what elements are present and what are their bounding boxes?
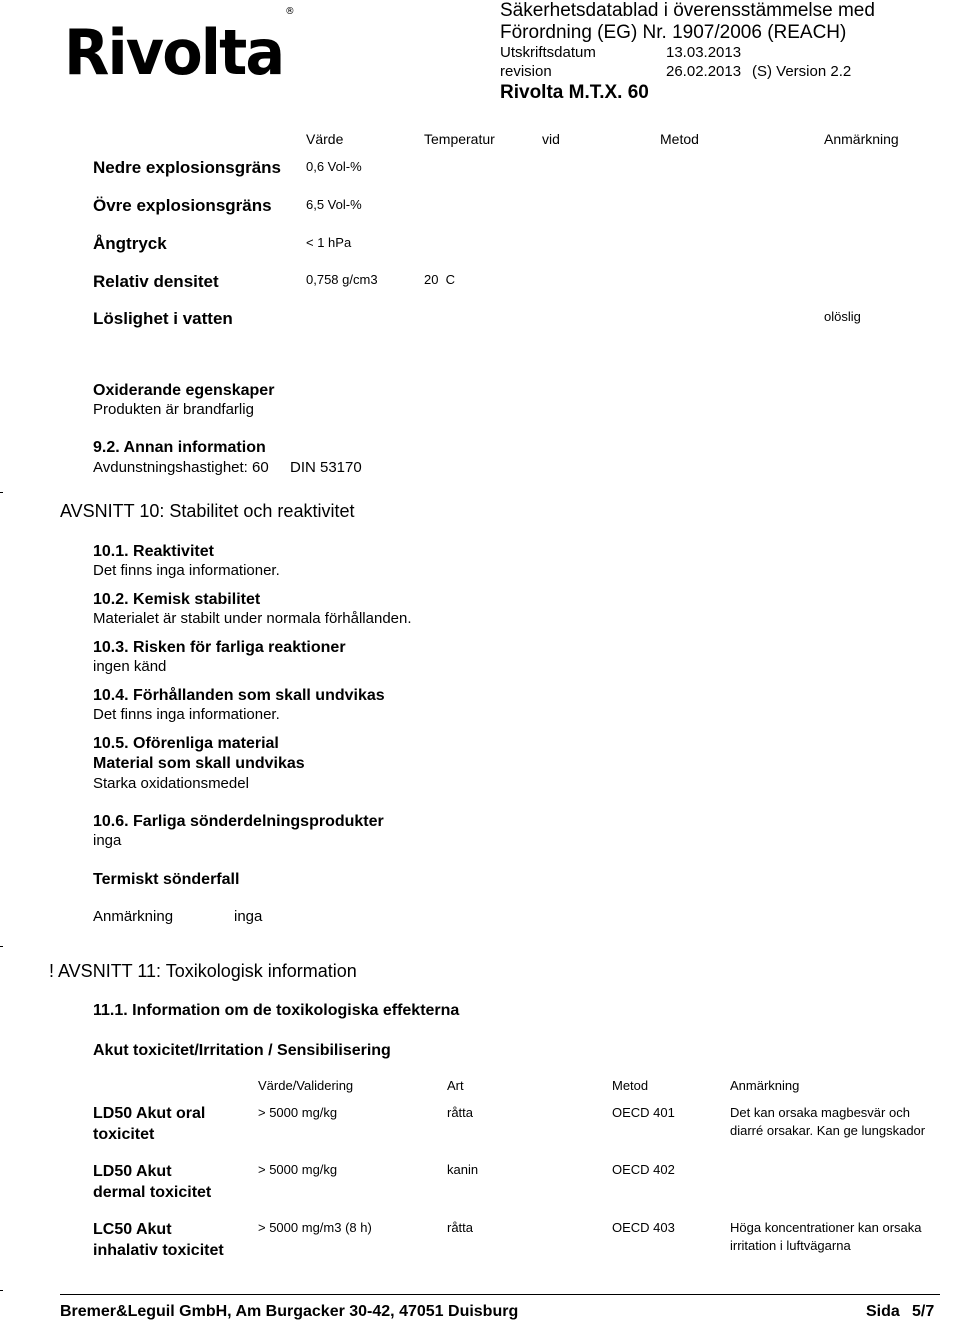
s10-5-heading: 10.5. Oförenliga material [93,735,279,752]
col-header-at: vid [542,131,560,147]
footer-rule [60,1294,940,1295]
acute-toxicity-heading: Akut toxicitet/Irritation / Sensibilisering [93,1042,391,1059]
col-header-method: Metod [660,131,699,147]
prop-label-water-solubility: Löslighet i vatten [93,309,233,328]
section-10-title: AVSNITT 10: Stabilitet och reaktivitet [60,501,355,521]
prop-label-vapour-pressure: Ångtryck [93,234,167,253]
s10-3-text: ingen känd [93,658,167,675]
col-header-remark: Anmärkning [824,131,899,147]
section-11-title: ! AVSNITT 11: Toxikologisk information [49,961,357,981]
other-info-heading: 9.2. Annan information [93,439,266,456]
s10-1-text: Det finns inga informationer. [93,562,280,579]
document-title-line1: Säkerhetsdatablad i överensstämmelse med [500,0,875,21]
tox-row-remark: Det kan orsaka magbesvär och [730,1105,910,1120]
oxidizing-heading: Oxiderande egenskaper [93,382,275,399]
tox-row-label: LD50 Akut oral [93,1105,206,1122]
tox-row-label: LD50 Akut [93,1163,172,1180]
tox-row-label-cont: inhalativ toxicitet [93,1242,224,1259]
tox-row-species: råtta [447,1105,474,1120]
thermal-remark-label: Anmärkning [93,908,174,925]
tox-row-remark-cont: diarré orsakar. Kan ge lungskador [730,1123,926,1138]
footer-page-number: 5/7 [912,1303,935,1320]
evaporation-rate-label: Avdunstningshastighet: 60 [93,459,269,476]
prop-value-relative-density: 0,758 g/cm3 [306,272,378,287]
tox-row-label: LC50 Akut [93,1221,172,1238]
tox-row-remark: Höga koncentrationer kan orsaka [730,1220,922,1235]
tox-row-species: råtta [447,1220,474,1235]
tox-row-method: OECD 401 [612,1105,675,1120]
footer-company: Bremer&Leguil GmbH, Am Burgacker 30-42, 47051 Duisburg [60,1303,519,1320]
prop-label-relative-density: Relativ densitet [93,272,219,291]
version: (S) Version 2.2 [752,63,852,80]
tox-row-value: > 5000 mg/kg [258,1162,338,1177]
s10-6-heading: 10.6. Farliga sönderdelningsprodukter [93,813,384,830]
s11-1-heading: 11.1. Information om de toxikologiska effekterna [93,1002,460,1019]
tox-row-value: > 5000 mg/m3 (8 h) [258,1220,372,1235]
revision-date: 26.02.2013 [666,63,742,80]
prop-label-lower-explosion-limit: Nedre explosionsgräns [93,158,282,177]
tox-row-species: kanin [447,1162,479,1177]
margin-marker [0,492,3,493]
tox-row-label-cont: toxicitet [93,1126,155,1143]
tox-row-label-cont: dermal toxicitet [93,1184,212,1201]
margin-marker [0,1290,3,1291]
evaporation-rate-method: DIN 53170 [290,459,362,476]
margin-marker [0,946,3,947]
product-name: Rivolta M.T.X. 60 [500,82,649,103]
tox-row-remark-cont: irritation i luftvägarna [730,1238,851,1253]
prop-remark-water-solubility: olöslig [824,309,861,324]
footer-page-label: Sida [866,1303,900,1320]
tox-row-value: > 5000 mg/kg [258,1105,338,1120]
col-header-value: Värde [306,131,344,147]
company-logo [64,6,295,89]
s10-6-text: inga [93,832,122,849]
logo-text: Rivolta [64,16,284,89]
s10-2-heading: 10.2. Kemisk stabilitet [93,591,261,608]
s10-2-text: Materialet är stabilt under normala förhållanden. [93,610,412,627]
tox-col-header-method: Metod [612,1078,649,1093]
registered-mark: ® [285,6,295,18]
prop-temp-relative-density: 20 C [424,272,456,287]
s10-1-heading: 10.1. Reaktivitet [93,543,214,560]
tox-row-method: OECD 403 [612,1220,675,1235]
thermal-decomposition-heading: Termiskt sönderfall [93,871,240,888]
tox-row-method: OECD 402 [612,1162,675,1177]
revision-label: revision [500,63,552,80]
tox-col-header-species: Art [447,1078,464,1093]
col-header-temperature: Temperatur [424,131,495,147]
thermal-remark-value: inga [234,908,263,925]
prop-value-lower-explosion-limit: 0,6 Vol-% [306,159,362,174]
oxidizing-text: Produkten är brandfarlig [93,401,254,418]
tox-col-header-value: Värde/Validering [258,1078,354,1093]
s10-3-heading: 10.3. Risken för farliga reaktioner [93,639,346,656]
prop-value-vapour-pressure: < 1 hPa [306,235,352,250]
s10-5-text: Starka oxidationsmedel [93,775,249,792]
print-date-label: Utskriftsdatum [500,44,596,61]
s10-4-heading: 10.4. Förhållanden som skall undvikas [93,687,385,704]
s10-5-subheading: Material som skall undvikas [93,755,305,772]
prop-label-upper-explosion-limit: Övre explosionsgräns [93,196,272,215]
prop-value-upper-explosion-limit: 6,5 Vol-% [306,197,362,212]
document-title-line2: Förordning (EG) Nr. 1907/2006 (REACH) [500,22,847,43]
tox-col-header-remark: Anmärkning [730,1078,800,1093]
print-date: 13.03.2013 [666,44,742,61]
s10-4-text: Det finns inga informationer. [93,706,280,723]
